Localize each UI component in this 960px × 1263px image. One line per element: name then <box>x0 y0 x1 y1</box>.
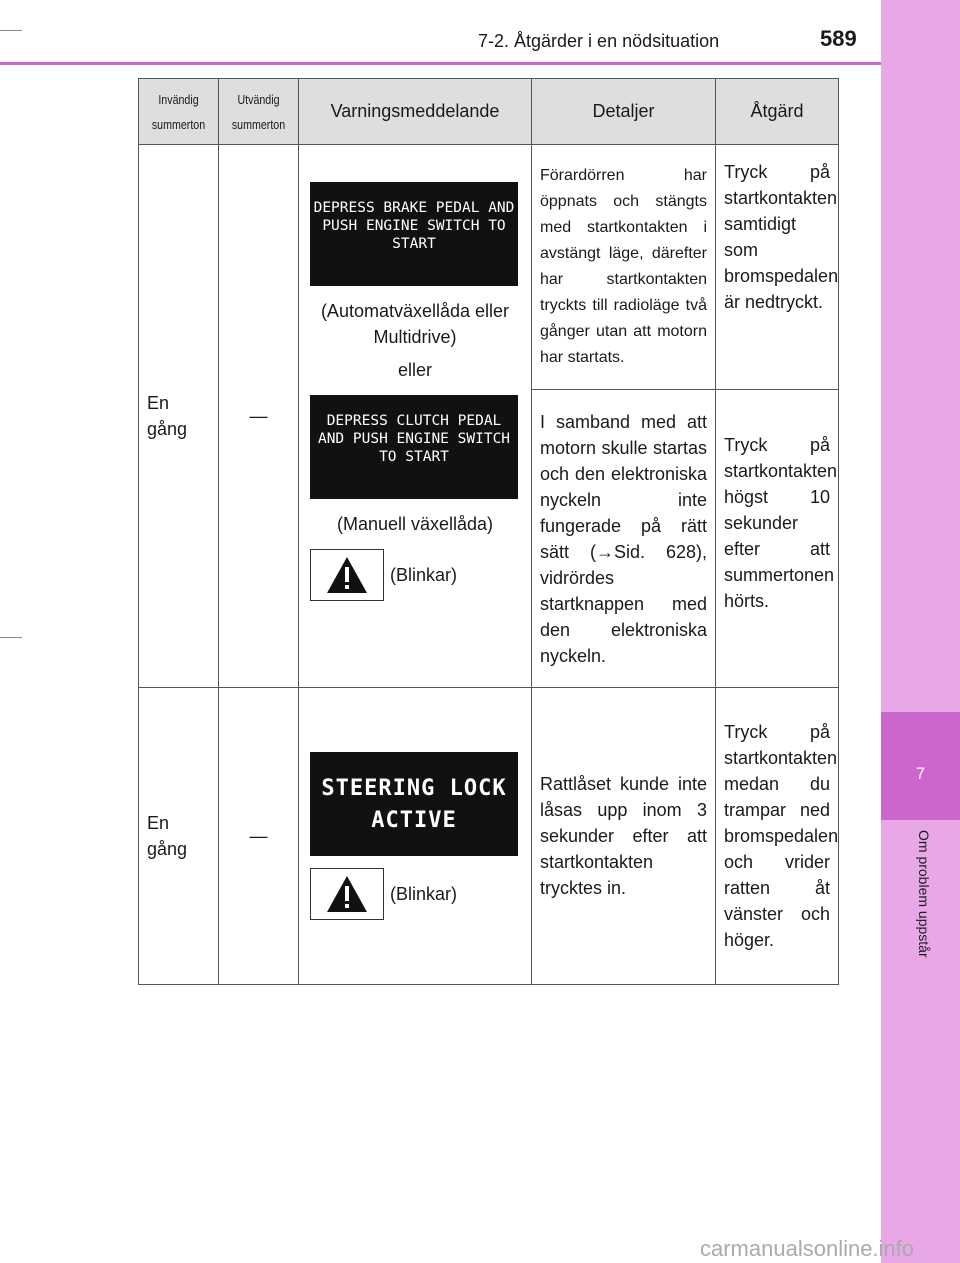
warning-triangle-icon <box>310 549 384 601</box>
table-row <box>139 688 839 985</box>
row1-details-a: Förardörren har öppnats och stängts med startkontakten i avstängt läge, därefter har startkontakten tryckts till radioläge två gånger utan att motorn har startats. <box>532 145 716 390</box>
chapter-title: Om problem uppstår <box>916 830 932 958</box>
chapter-number: 7 <box>915 764 926 783</box>
row1-message-cell <box>299 145 532 688</box>
row2-internal-buzzer: En gång <box>139 688 219 985</box>
header-internal-buzzer: Invändig summerton <box>139 79 219 145</box>
header-rule <box>0 62 881 65</box>
caption-manual: (Manuell växellåda) <box>336 513 494 534</box>
header-details: Detaljer <box>532 79 716 145</box>
page-section-title: 7-2. Åtgärder i en nödsituation <box>478 31 720 51</box>
row1-details-b: I samband med att motorn skulle startas och den elektroniska nyckeln inte fungerade på rätt sätt (→Sid. 628), vidrördes startknappen med den elektroniska nyckeln. <box>532 390 716 688</box>
row1-external-buzzer: — <box>219 145 299 688</box>
row1-internal-buzzer: En gång <box>139 145 219 688</box>
blink-label: (Blinkar) <box>390 884 458 904</box>
watermark: carmanualsonline.info <box>700 1236 915 1261</box>
row2-action: Tryck på startkontakten medan du trampar ned bromspedalen och vrider ratten åt vänster och höger. <box>716 688 839 985</box>
row2-details: Rattlåset kunde inte låsas upp inom 3 sekunder efter att startkontakten trycktes in. <box>532 688 716 985</box>
crop-mark <box>0 30 22 31</box>
row2-message-cell <box>299 688 532 985</box>
lcd-display-brake: DEPRESS BRAKE PEDAL AND PUSH ENGINE SWITCH TO START <box>310 182 518 286</box>
header-external-buzzer: Utvändig summerton <box>219 79 299 145</box>
caption-automatic: (Automatväxellåda eller Multidrive) <box>320 300 510 347</box>
row1-action-a: Tryck på startkontakten samtidigt som bromspedalen är nedtryckt. <box>716 145 839 390</box>
table-row <box>139 145 839 390</box>
lcd-display-clutch: DEPRESS CLUTCH PEDAL AND PUSH ENGINE SWITCH TO START <box>310 395 518 499</box>
header-message: Varningsmeddelande <box>299 79 532 145</box>
page-number: 589 <box>820 26 857 51</box>
row1-action-b: Tryck på startkontakten högst 10 sekunder efter att summertonen hörts. <box>716 390 839 688</box>
lcd-display-steering: STEERING LOCK ACTIVE <box>310 752 518 856</box>
warning-table <box>138 78 839 985</box>
caption-or: eller <box>397 359 432 380</box>
crop-mark <box>0 637 22 638</box>
header-action: Åtgärd <box>716 79 839 145</box>
row2-external-buzzer: — <box>219 688 299 985</box>
chapter-tab <box>881 0 960 1263</box>
warning-triangle-icon <box>310 868 384 920</box>
table-header-row <box>139 79 839 145</box>
blink-label: (Blinkar) <box>390 564 458 585</box>
